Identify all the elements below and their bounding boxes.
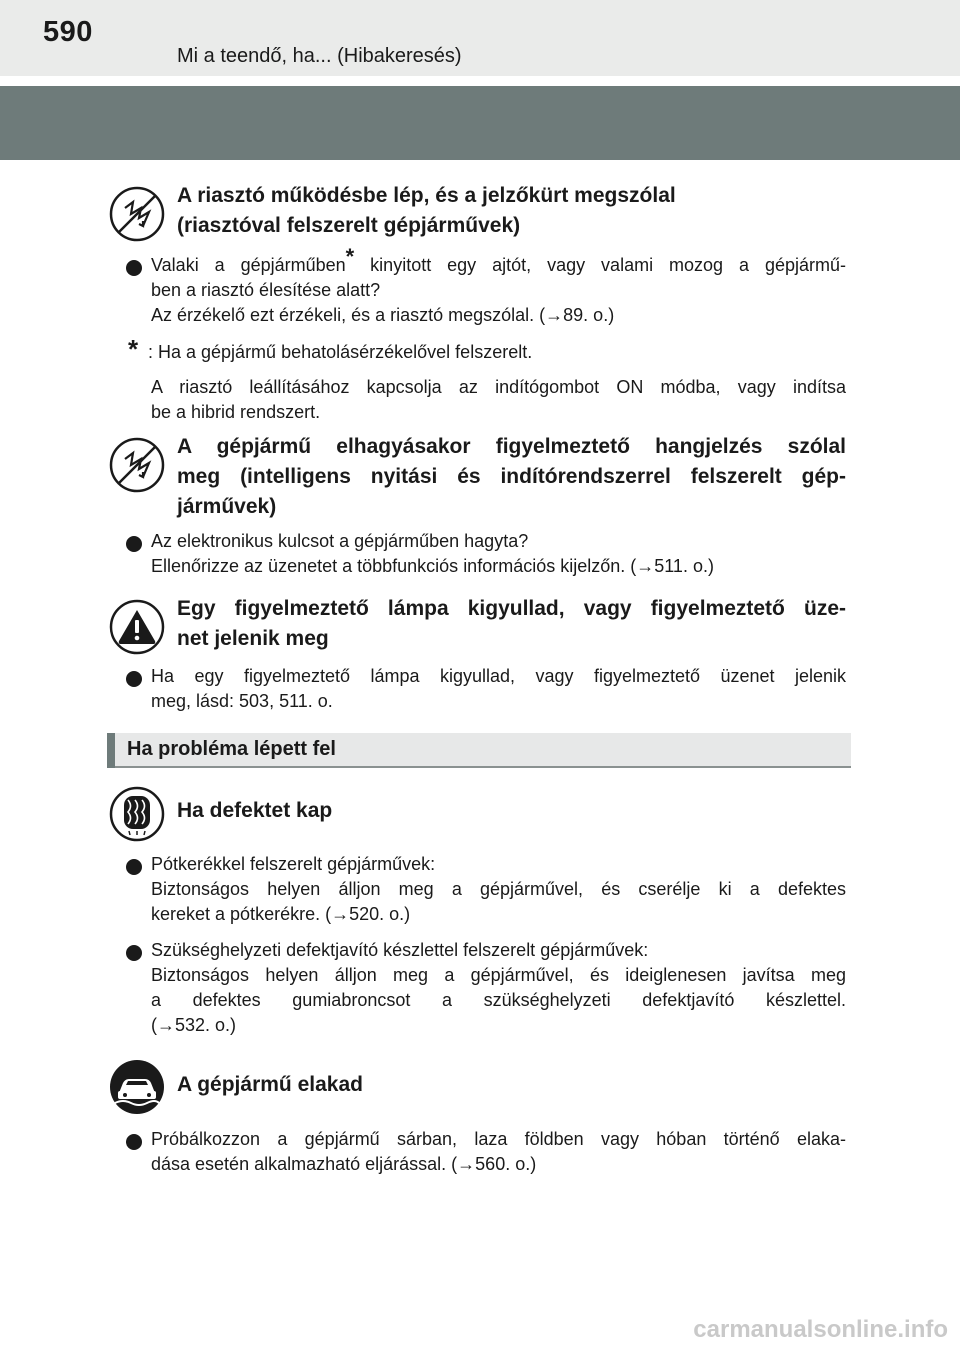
warning-light-bullet-text: Ha egy figyelmeztető lámpa kigyullad, vagy figyelmeztető üzenet jelenik meg, lásd: 503, 511. o. xyxy=(151,666,846,711)
alarm-heading: A riasztó működésbe lép, és a jelzőkürt megszólal (riasztóval felszerelt gépjárművek) xyxy=(177,184,676,237)
header-band xyxy=(0,86,960,160)
bullet-dot xyxy=(126,859,142,875)
footnote-star: * xyxy=(128,334,139,364)
section-bar xyxy=(107,733,851,768)
stuck-car-icon xyxy=(109,1059,165,1115)
page-header xyxy=(0,0,960,76)
page-number: 590 xyxy=(43,16,93,48)
bullet-dot xyxy=(126,945,142,961)
flat-tire-heading: Ha defektet kap xyxy=(177,799,333,822)
section-bar-accent xyxy=(107,733,115,768)
alarm-bullet-text: Valaki a gépjárműben* kinyitott egy ajtót, vagy valami mozog a gépjármű- ben a riasztó élesítése alatt? Az érzékelő ezt érzékeli, és a riasztó megszólal. (→89. o.) xyxy=(151,244,846,325)
flat-tire-bullet-1: Pótkerékkel felszerelt gépjárművek: Biztonságos helyen álljon meg a gépjárművel, és cserélje ki a defektes kereket a pótkerékre. (→520. o.) xyxy=(151,854,846,924)
watermark: carmanualsonline.info xyxy=(693,1316,948,1343)
alarm-extra-text: A riasztó leállításához kapcsolja az indítógombot ON módba, vagy indítsa be a hibrid rendszert. xyxy=(151,377,846,422)
bullet-dot xyxy=(126,1134,142,1150)
leaving-heading: A gépjármű elhagyásakor figyelmeztető hangjelzés szólal meg (intelligens nyitási és indítórendszerrel felszerelt gép- járművek) xyxy=(177,435,846,518)
bullet-dot xyxy=(126,671,142,687)
leaving-bullet-text: Az elektronikus kulcsot a gépjárműben hagyta? Ellenőrizze az üzenetet a többfunkciós információs kijelzőn. (→511. o.) xyxy=(151,531,714,576)
bullet-dot xyxy=(126,260,142,276)
footnote-text: : Ha a gépjármű behatolásérzékelővel felszerelt. xyxy=(148,342,533,362)
stuck-heading: A gépjármű elakad xyxy=(177,1073,363,1096)
exclamation-warning-icon xyxy=(109,599,165,655)
lightning-warning-icon xyxy=(109,186,165,242)
lightning-warning-icon xyxy=(109,437,165,493)
tire-icon xyxy=(109,786,165,842)
warning-light-heading: Egy figyelmeztető lámpa kigyullad, vagy figyelmeztető üze- net jelenik meg xyxy=(177,597,846,650)
flat-tire-bullet-2: Szükséghelyzeti defektjavító készlettel felszerelt gépjárművek: Biztonságos helyen álljon meg a gépjárművel, és ideiglenesen javítsa meg a defektes gumiabroncsot a szükséghelyzeti defektjavító készlettel. (→532. o.) xyxy=(151,940,846,1035)
running-title: Mi a teendő, ha... (Hibakeresés) xyxy=(177,45,462,67)
stuck-bullet-text: Próbálkozzon a gépjármű sárban, laza földben vagy hóban történő elaka- dása esetén alkalmazható eljárással. (→560. o.) xyxy=(151,1129,846,1174)
section-bar-title: Ha probléma lépett fel xyxy=(127,738,336,760)
bullet-dot xyxy=(126,536,142,552)
